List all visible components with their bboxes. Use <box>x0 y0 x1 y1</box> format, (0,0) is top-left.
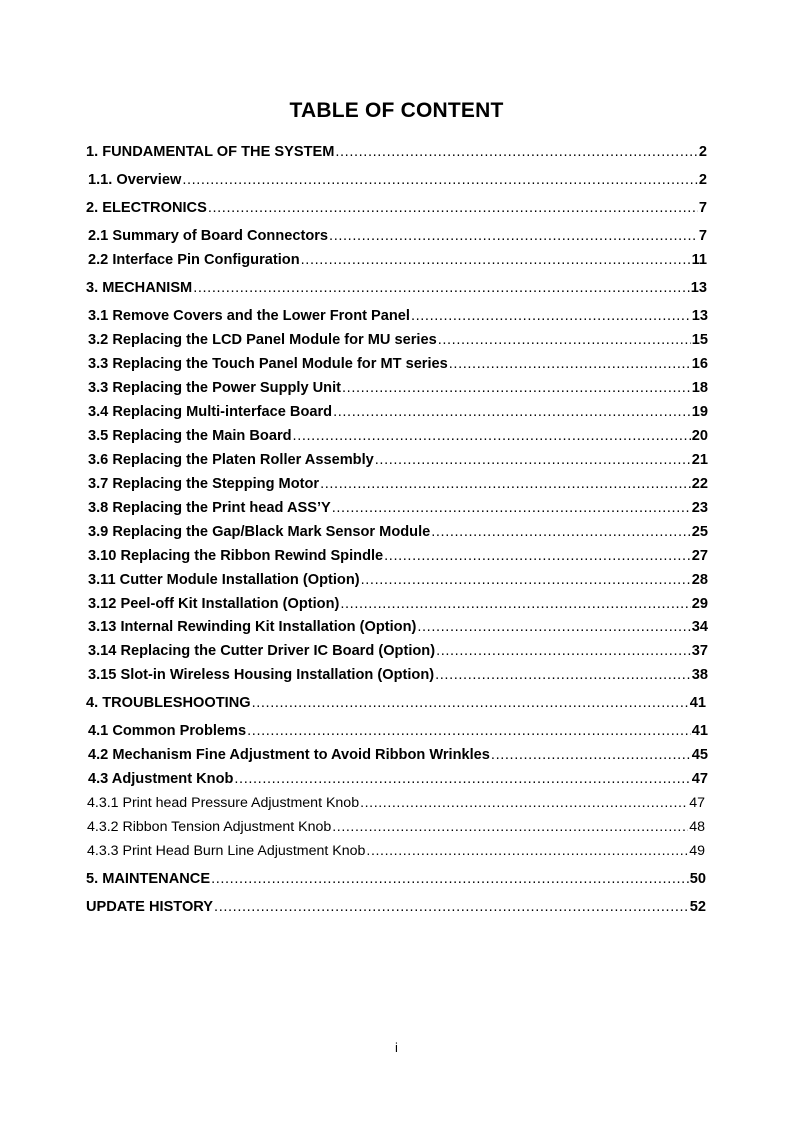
dot-leader <box>366 841 688 861</box>
toc-entry-page: 13 <box>690 280 707 296</box>
toc-entry-page: 34 <box>691 619 708 635</box>
toc-entry-label: 3.1 Remove Covers and the Lower Front Panel <box>88 308 410 324</box>
toc-entry[interactable] <box>88 378 708 398</box>
dot-leader <box>247 721 691 741</box>
toc-entry-label: 3.11 Cutter Module Installation (Option) <box>88 572 360 588</box>
dot-leader <box>436 641 691 661</box>
dot-leader <box>333 402 691 422</box>
dot-leader <box>375 450 691 470</box>
toc-entry-page: 13 <box>691 308 708 324</box>
toc-entry-label: 3.3 Replacing the Touch Panel Module for MT series <box>88 356 448 372</box>
toc-entry-label: 3.3 Replacing the Power Supply Unit <box>88 380 342 396</box>
toc-entry-page: 2 <box>698 144 707 160</box>
toc-entry[interactable] <box>88 522 708 542</box>
toc-entry[interactable] <box>88 617 708 637</box>
toc-entry-label: 4.3 Adjustment Knob <box>88 771 234 787</box>
dot-leader <box>301 250 691 270</box>
toc-entry-label: 3.6 Replacing the Platen Roller Assembly <box>88 452 374 468</box>
toc-entry-page: 27 <box>691 548 708 564</box>
toc-entry-page: 48 <box>689 819 705 835</box>
dot-leader <box>329 226 698 246</box>
dot-leader <box>332 498 691 518</box>
toc-entry-page: 22 <box>691 476 708 492</box>
toc-entry-label: 3.15 Slot-in Wireless Housing Installation (Option) <box>88 667 435 683</box>
dot-leader <box>234 769 690 789</box>
toc-entry-page: 50 <box>689 871 706 887</box>
toc-entry[interactable] <box>88 546 708 566</box>
toc-entry[interactable] <box>88 570 708 590</box>
dot-leader <box>335 142 698 162</box>
dot-leader <box>491 745 691 765</box>
toc-entry-label: 4.2 Mechanism Fine Adjustment to Avoid Ribbon Wrinkles <box>88 747 490 763</box>
toc-entry-page: 15 <box>691 332 708 348</box>
toc-entry-label: 4.3.2 Ribbon Tension Adjustment Knob <box>87 819 332 835</box>
toc-entry[interactable] <box>87 841 705 861</box>
toc-entry-label: UPDATE HISTORY <box>86 899 214 915</box>
toc-entry-page: 25 <box>691 524 708 540</box>
toc-entry-label: 3.9 Replacing the Gap/Black Mark Sensor Module <box>88 524 431 540</box>
toc-entry-label: 5. MAINTENANCE <box>86 871 211 887</box>
toc-entry[interactable] <box>88 594 708 614</box>
toc-entry[interactable] <box>88 450 708 470</box>
dot-leader <box>411 306 691 326</box>
dot-leader <box>384 546 691 566</box>
toc-entry-page: 52 <box>689 899 706 915</box>
dot-leader <box>182 170 698 190</box>
dot-leader <box>340 594 690 614</box>
dot-leader <box>361 570 691 590</box>
toc-entry[interactable] <box>86 142 707 162</box>
toc-entry[interactable] <box>88 474 708 494</box>
toc-entry-page: 20 <box>691 428 708 444</box>
toc-entry-label: 3.12 Peel-off Kit Installation (Option) <box>88 596 340 612</box>
dot-leader <box>211 869 689 889</box>
toc-entry-page: 47 <box>691 771 708 787</box>
toc-entry-label: 2.1 Summary of Board Connectors <box>88 228 329 244</box>
toc-entry-page: 18 <box>691 380 708 396</box>
toc-entry[interactable] <box>88 402 708 422</box>
toc-entry-page: 19 <box>691 404 708 420</box>
toc-entry[interactable] <box>88 721 708 741</box>
dot-leader <box>417 617 690 637</box>
toc-entry[interactable] <box>87 817 705 837</box>
toc-entry-label: 3.7 Replacing the Stepping Motor <box>88 476 320 492</box>
toc-entry-label: 3.5 Replacing the Main Board <box>88 428 292 444</box>
toc-entry[interactable] <box>88 250 707 270</box>
dot-leader <box>435 665 691 685</box>
toc-entry-page: 7 <box>698 200 707 216</box>
toc-entry-label: 3.10 Replacing the Ribbon Rewind Spindle <box>88 548 384 564</box>
toc-entry-page: 16 <box>691 356 708 372</box>
toc-entry[interactable] <box>88 498 708 518</box>
dot-leader <box>252 693 689 713</box>
toc-entry[interactable] <box>88 354 708 374</box>
toc-entry-label: 3. MECHANISM <box>86 280 193 296</box>
toc-entry-label: 3.13 Internal Rewinding Kit Installation (Option) <box>88 619 417 635</box>
toc-entry[interactable] <box>86 278 707 298</box>
toc-entry-page: 11 <box>691 252 707 268</box>
toc-entry-label: 4.3.3 Print Head Burn Line Adjustment Knob <box>87 843 366 859</box>
toc-entry-label: 1. FUNDAMENTAL OF THE SYSTEM <box>86 144 335 160</box>
toc-entry[interactable] <box>86 897 706 917</box>
toc-entry-label: 3.14 Replacing the Cutter Driver IC Board (Option) <box>88 643 436 659</box>
dot-leader <box>431 522 691 542</box>
toc-entry-page: 47 <box>689 795 705 811</box>
toc-entry-label: 3.8 Replacing the Print head ASS’Y <box>88 500 331 516</box>
dot-leader <box>208 198 698 218</box>
toc-entry-label: 2.2 Interface Pin Configuration <box>88 252 300 268</box>
toc-entry-page: 7 <box>698 228 707 244</box>
toc-entry[interactable] <box>87 793 705 813</box>
toc-entry[interactable] <box>88 426 708 446</box>
toc-entry-page: 37 <box>691 643 708 659</box>
dot-leader <box>193 278 690 298</box>
toc-entry[interactable] <box>86 869 706 889</box>
dot-leader <box>342 378 691 398</box>
toc-entry[interactable] <box>88 665 708 685</box>
toc-entry[interactable] <box>88 170 707 190</box>
toc-entry[interactable] <box>86 198 707 218</box>
dot-leader <box>438 330 691 350</box>
footer-page-number: i <box>395 1040 398 1055</box>
dot-leader <box>449 354 691 374</box>
dot-leader <box>332 817 688 837</box>
toc-entry-label: 3.2 Replacing the LCD Panel Module for MU series <box>88 332 437 348</box>
toc-entry[interactable] <box>88 769 708 789</box>
dot-leader <box>293 426 691 446</box>
toc-entry-label: 4.3.1 Print head Pressure Adjustment Knob <box>87 795 360 811</box>
toc-entry-label: 4.1 Common Problems <box>88 723 247 739</box>
dot-leader <box>214 897 689 917</box>
toc-entry-page: 2 <box>698 172 707 188</box>
page-title: TABLE OF CONTENT <box>289 99 504 122</box>
toc-entry-page: 45 <box>691 747 708 763</box>
toc-entry-page: 29 <box>691 596 708 612</box>
toc-entry-page: 49 <box>689 843 705 859</box>
toc-entry-label: 1.1. Overview <box>88 172 182 188</box>
toc-entry-page: 41 <box>691 723 708 739</box>
toc-entry-page: 28 <box>691 572 708 588</box>
toc-entry-page: 38 <box>691 667 708 683</box>
toc-entry-label: 2. ELECTRONICS <box>86 200 207 216</box>
dot-leader <box>320 474 691 494</box>
toc-entry-page: 23 <box>691 500 708 516</box>
toc-entry[interactable] <box>88 226 707 246</box>
toc-entry-page: 21 <box>691 452 708 468</box>
toc-entry[interactable] <box>88 641 708 661</box>
toc-entry-page: 41 <box>689 695 706 711</box>
dot-leader <box>360 793 688 813</box>
toc-entry-label: 4. TROUBLESHOOTING <box>86 695 251 711</box>
toc-entry[interactable] <box>88 745 708 765</box>
toc-entry-label: 3.4 Replacing Multi-interface Board <box>88 404 333 420</box>
toc-entry[interactable] <box>86 693 706 713</box>
toc-entry[interactable] <box>88 306 708 326</box>
toc-entry[interactable] <box>88 330 708 350</box>
